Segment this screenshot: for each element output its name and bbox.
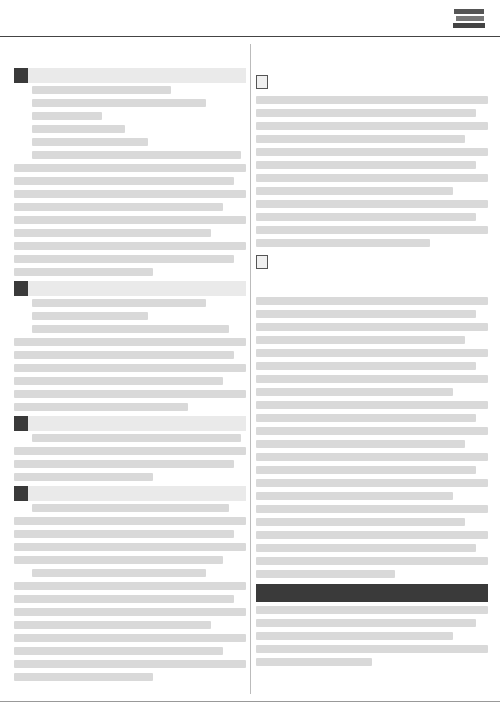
text-line <box>256 401 488 409</box>
text-line <box>14 177 234 185</box>
left-column <box>14 44 246 694</box>
text-line <box>256 349 488 357</box>
text-line <box>14 543 246 551</box>
text-line <box>256 645 488 653</box>
answer-line <box>14 151 246 159</box>
text-line <box>14 338 246 346</box>
writing-guide-tag <box>256 75 268 89</box>
text-line <box>256 479 488 487</box>
text-line <box>256 148 488 156</box>
text-line <box>32 312 148 320</box>
text-line <box>256 239 430 247</box>
text-line <box>256 453 488 461</box>
text-line <box>14 660 246 668</box>
text-line <box>14 556 223 564</box>
text-line <box>256 375 488 383</box>
text-line <box>14 190 246 198</box>
text-line <box>256 570 395 578</box>
text-line <box>14 203 223 211</box>
text-line <box>14 377 223 385</box>
answer-line <box>14 138 246 146</box>
text-line <box>14 595 234 603</box>
answer-line <box>14 504 246 512</box>
text-line <box>256 427 488 435</box>
text-line <box>14 530 234 538</box>
text-line <box>256 466 476 474</box>
text-line <box>256 492 453 500</box>
essay-title <box>256 279 488 293</box>
answer-line <box>14 325 246 333</box>
text-line <box>256 557 488 565</box>
text-line <box>14 255 234 263</box>
unit-test-title <box>256 584 488 602</box>
text-line <box>14 460 234 468</box>
text-line <box>32 99 206 107</box>
text-line <box>14 164 246 172</box>
text-line <box>32 434 241 442</box>
text-line <box>32 138 148 146</box>
column-divider <box>250 44 251 694</box>
answer-line <box>14 86 246 94</box>
text-line <box>32 86 171 94</box>
text-line <box>256 200 488 208</box>
answer-line <box>14 569 246 577</box>
text-line <box>256 122 488 130</box>
text-line <box>32 504 229 512</box>
text-line <box>14 364 246 372</box>
text-line <box>32 299 206 307</box>
text-line <box>256 544 476 552</box>
text-line <box>14 673 153 681</box>
text-line <box>256 531 488 539</box>
answer-line <box>14 312 246 320</box>
text-line <box>14 229 211 237</box>
text-line <box>14 608 246 616</box>
text-line <box>14 582 246 590</box>
section-extended-reading <box>14 486 246 501</box>
text-line <box>256 658 372 666</box>
text-line <box>32 325 229 333</box>
text-line <box>256 323 488 331</box>
text-line <box>256 96 488 104</box>
unit-writing-title <box>256 44 488 66</box>
text-line <box>32 125 125 133</box>
text-line <box>14 351 234 359</box>
text-line <box>256 505 488 513</box>
text-line <box>14 621 211 629</box>
page-footer <box>0 701 500 726</box>
answer-line <box>14 99 246 107</box>
answer-line <box>14 112 246 120</box>
sample-essay-tag <box>256 255 268 269</box>
text-line <box>14 390 246 398</box>
text-line <box>256 388 453 396</box>
text-line <box>14 634 246 642</box>
text-line <box>256 619 476 627</box>
text-line <box>256 161 476 169</box>
text-line <box>14 447 246 455</box>
text-line <box>14 403 188 411</box>
text-line <box>256 174 488 182</box>
text-line <box>256 187 453 195</box>
text-line <box>256 297 488 305</box>
text-line <box>256 135 465 143</box>
section-preview <box>14 68 246 83</box>
text-line <box>256 414 476 422</box>
text-line <box>14 473 153 481</box>
text-line <box>256 336 465 344</box>
text-line <box>32 151 241 159</box>
text-line <box>14 216 246 224</box>
text-line <box>32 112 102 120</box>
text-line <box>256 606 488 614</box>
text-line <box>14 242 246 250</box>
section-consolidation <box>14 281 246 296</box>
text-line <box>256 109 476 117</box>
text-line <box>256 518 465 526</box>
section-classroom-reading <box>14 416 246 431</box>
text-line <box>256 440 465 448</box>
lesson-title <box>14 44 246 64</box>
text-line <box>14 647 223 655</box>
right-column <box>256 44 488 694</box>
text-line <box>256 632 453 640</box>
book-stack-icon <box>452 6 488 30</box>
answer-line <box>14 299 246 307</box>
answer-line <box>14 125 246 133</box>
text-line <box>256 226 488 234</box>
answer-line <box>14 434 246 442</box>
text-line <box>14 517 246 525</box>
text-line <box>256 213 476 221</box>
page-header <box>0 0 500 37</box>
text-line <box>256 310 476 318</box>
text-line <box>14 268 153 276</box>
text-line <box>256 362 476 370</box>
text-line <box>32 569 206 577</box>
